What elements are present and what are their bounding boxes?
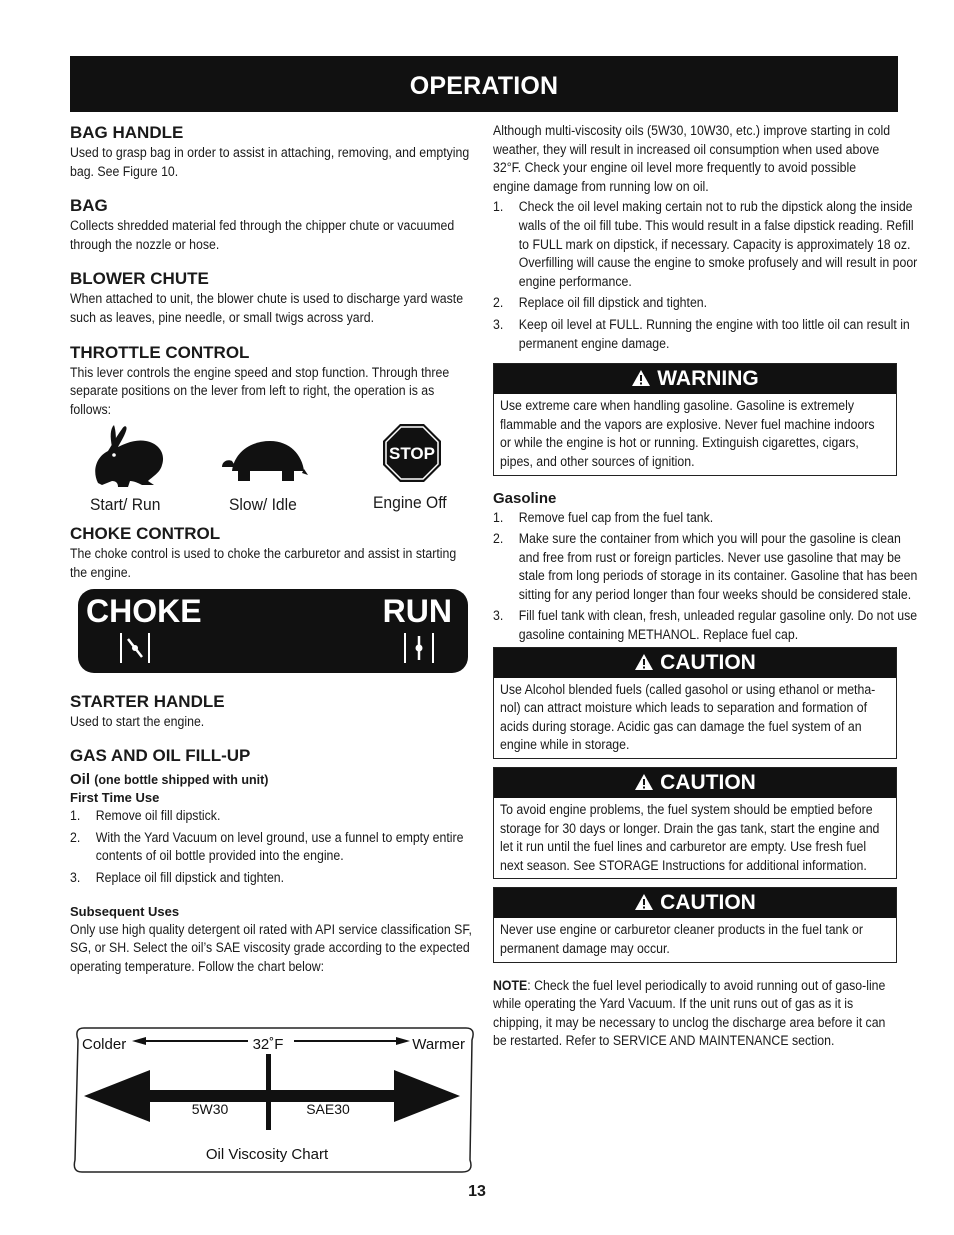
chart-caption: Oil Viscosity Chart [205,1146,329,1163]
warning-triangle-icon [631,369,651,387]
section-header [70,56,898,112]
chart-warmer-label: Warmer [412,1036,465,1053]
warning-text: Use extreme care when handling gasoline. Gasoline is extremely flammable and the vapors are explosive. Never fuel machine indoors or while the engine is hot or running. Extinguish cigarettes, cigars, pipes, and other sources of ignition. [500,398,875,469]
chart-colder-label: Colder [82,1036,127,1053]
caution-header [494,648,896,678]
section-heading: THROTTLE CONTROL [70,342,250,362]
starter-handle-section [70,691,476,732]
section-text: When attached to unit, the blower chute is used to discharge yard waste such as leaves, pine needle, or small twigs across yard. [70,291,464,325]
caution-title: CAUTION [660,891,756,915]
caution-box-cleaner [493,887,897,962]
note-label: NOTE [493,977,528,993]
section-heading: GAS AND OIL FILL-UP [70,746,251,766]
warning-title: WARNING [657,367,759,391]
caution-text: To avoid engine problems, the fuel system should be emptied before storage for 30 days or longer. Drain the gas tank, start the engine and let it run until the fuel lines and carburetor are empty. Use fresh fuel next season. See STORAGE Instructions for additional information. [500,802,880,873]
list-item: 3. Keep oil level at FULL. Running the engine with too little oil can result in permanent engine damage. [493,316,910,351]
throttle-label-start: Start/ Run [90,495,161,515]
page-title: OPERATION [409,72,559,100]
warning-header [494,364,896,394]
left-column [70,122,476,976]
subsequent-heading: Subsequent Uses [70,903,180,919]
caution-box-alcohol [493,647,897,759]
first-time-steps [70,807,476,887]
gasoline-steps [493,509,918,645]
choke-label: CHOKE [86,592,202,629]
caution-header [494,888,896,918]
list-item: 2. With the Yard Vacuum on level ground, use a funnel to empty entire contents of oil bottle provided into the engine. [70,829,464,864]
caution-title: CAUTION [660,771,756,795]
rabbit-icon [88,423,168,489]
bag-handle-section [70,122,476,181]
throttle-label-off: Engine Off [373,493,447,513]
stop-sign-text: STOP [389,444,435,464]
throttle-icons [70,419,476,519]
oil-note: (one bottle shipped with unit) [94,773,269,788]
gasoline-heading: Gasoline [493,489,557,507]
section-text: The choke control is used to choke the carburetor and assist in starting the engine. [70,546,457,580]
subsequent-text: Only use high quality detergent oil rated with API service classification SF, SG, or SH. Select the oil’s SAE viscosity grade according to the expected operating temperature. Follow the chart below: [70,921,472,974]
blower-chute-section [70,268,476,327]
oil-steps [493,198,918,353]
oil-viscosity-chart [70,1026,476,1174]
fuel-note [493,977,894,1051]
warning-triangle-icon [634,893,654,911]
page-number: 13 [468,1183,486,1200]
stop-sign-icon [382,423,442,483]
caution-box-storage [493,767,897,879]
caution-header [494,768,896,798]
first-time-heading: First Time Use [70,790,160,806]
throttle-section [70,342,476,520]
choke-run-panel [78,589,468,673]
list-item: 2. Make sure the container from which you will pour the gasoline is clean and free from rust or foreign particles. Never use gasoline that may be stale from long periods of storage in its container. Gasoline that has been sitting for any period longer than four weeks should be considered stale. [493,531,918,602]
chart-sae30-label: SAE30 [306,1101,350,1117]
chart-svg [70,1026,476,1174]
bag-section [70,195,476,254]
choke-symbol-icon [118,631,152,665]
list-item: 1. Remove oil fill dipstick. [70,808,221,824]
section-heading: BAG HANDLE [70,123,184,142]
chart-temp-label: 32˚F [252,1036,284,1053]
turtle-icon [220,431,308,487]
run-symbol-icon [402,631,436,665]
warning-box [493,363,897,475]
section-text: This lever controls the engine speed and stop function. Through three separate positions on the lever from left to right, the operation is as follows: [70,364,450,417]
oil-label: Oil [70,771,91,789]
oil-intro-text: Although multi-viscosity oils (5W30, 10W30, etc.) improve starting in cold weather, they will result in increased oil consumption when used above 32°F. Check your engine oil level more frequently to avoid possible engine damage from running low on oil. [493,123,891,194]
list-item: 1. Check the oil level making certain not to rub the dipstick along the inside walls of the oil fill tube. This would result in a false dipstick reading. Refill to FULL mark on dipstick, if necessary. Capacity is approximately 18 oz. Overfilling will cause the engine to smoke profusely and will result in poor engine performance. [493,199,918,289]
note-text: : Check the fuel level periodically to avoid running out of gaso-line while operating the Yard Vacuum. If the unit runs out of gas as it is chipping, it may be necessary to unclog the discharge area before it can be restarted. Refer to SERVICE AND MAINTENANCE section. [493,977,886,1049]
section-heading: BAG [70,196,108,216]
warning-triangle-icon [634,773,654,791]
gas-oil-section [70,745,476,976]
warning-triangle-icon [634,653,654,671]
chart-5w30-label: 5W30 [191,1101,229,1117]
list-item: 2. Replace oil fill dipstick and tighten. [493,295,708,311]
section-text: Used to start the engine. [70,713,205,729]
run-label: RUN [382,592,452,629]
section-heading: CHOKE CONTROL [70,524,221,544]
caution-title: CAUTION [660,650,756,674]
oil-subheading [70,771,476,788]
list-item: 1. Remove fuel cap from the fuel tank. [493,509,714,525]
list-item: 3. Fill fuel tank with clean, fresh, unleaded regular gasoline only. Do not use gasoline containing METHANOL. Replace fuel cap. [493,608,918,643]
caution-text: Never use engine or carburetor cleaner products in the fuel tank or permanent damage may occur. [500,922,863,956]
section-text: Collects shredded material fed through the chipper chute or vacuumed through the nozzle or hose. [70,218,455,252]
section-heading: BLOWER CHUTE [70,269,209,289]
right-column [493,122,918,1051]
caution-text: Use Alcohol blended fuels (called gasohol or using ethanol or metha-nol) can attract moisture which leads to separation and formation of acids during storage. Acidic gas can damage the fuel system of an engine while in storage. [500,681,876,753]
list-item: 3. Replace oil fill dipstick and tighten. [70,869,285,885]
section-heading: STARTER HANDLE [70,691,225,711]
choke-section [70,523,476,672]
throttle-label-slow: Slow/ Idle [229,495,297,515]
section-text: Used to grasp bag in order to assist in attaching, removing, and emptying bag. See Figure 10. [70,145,470,179]
